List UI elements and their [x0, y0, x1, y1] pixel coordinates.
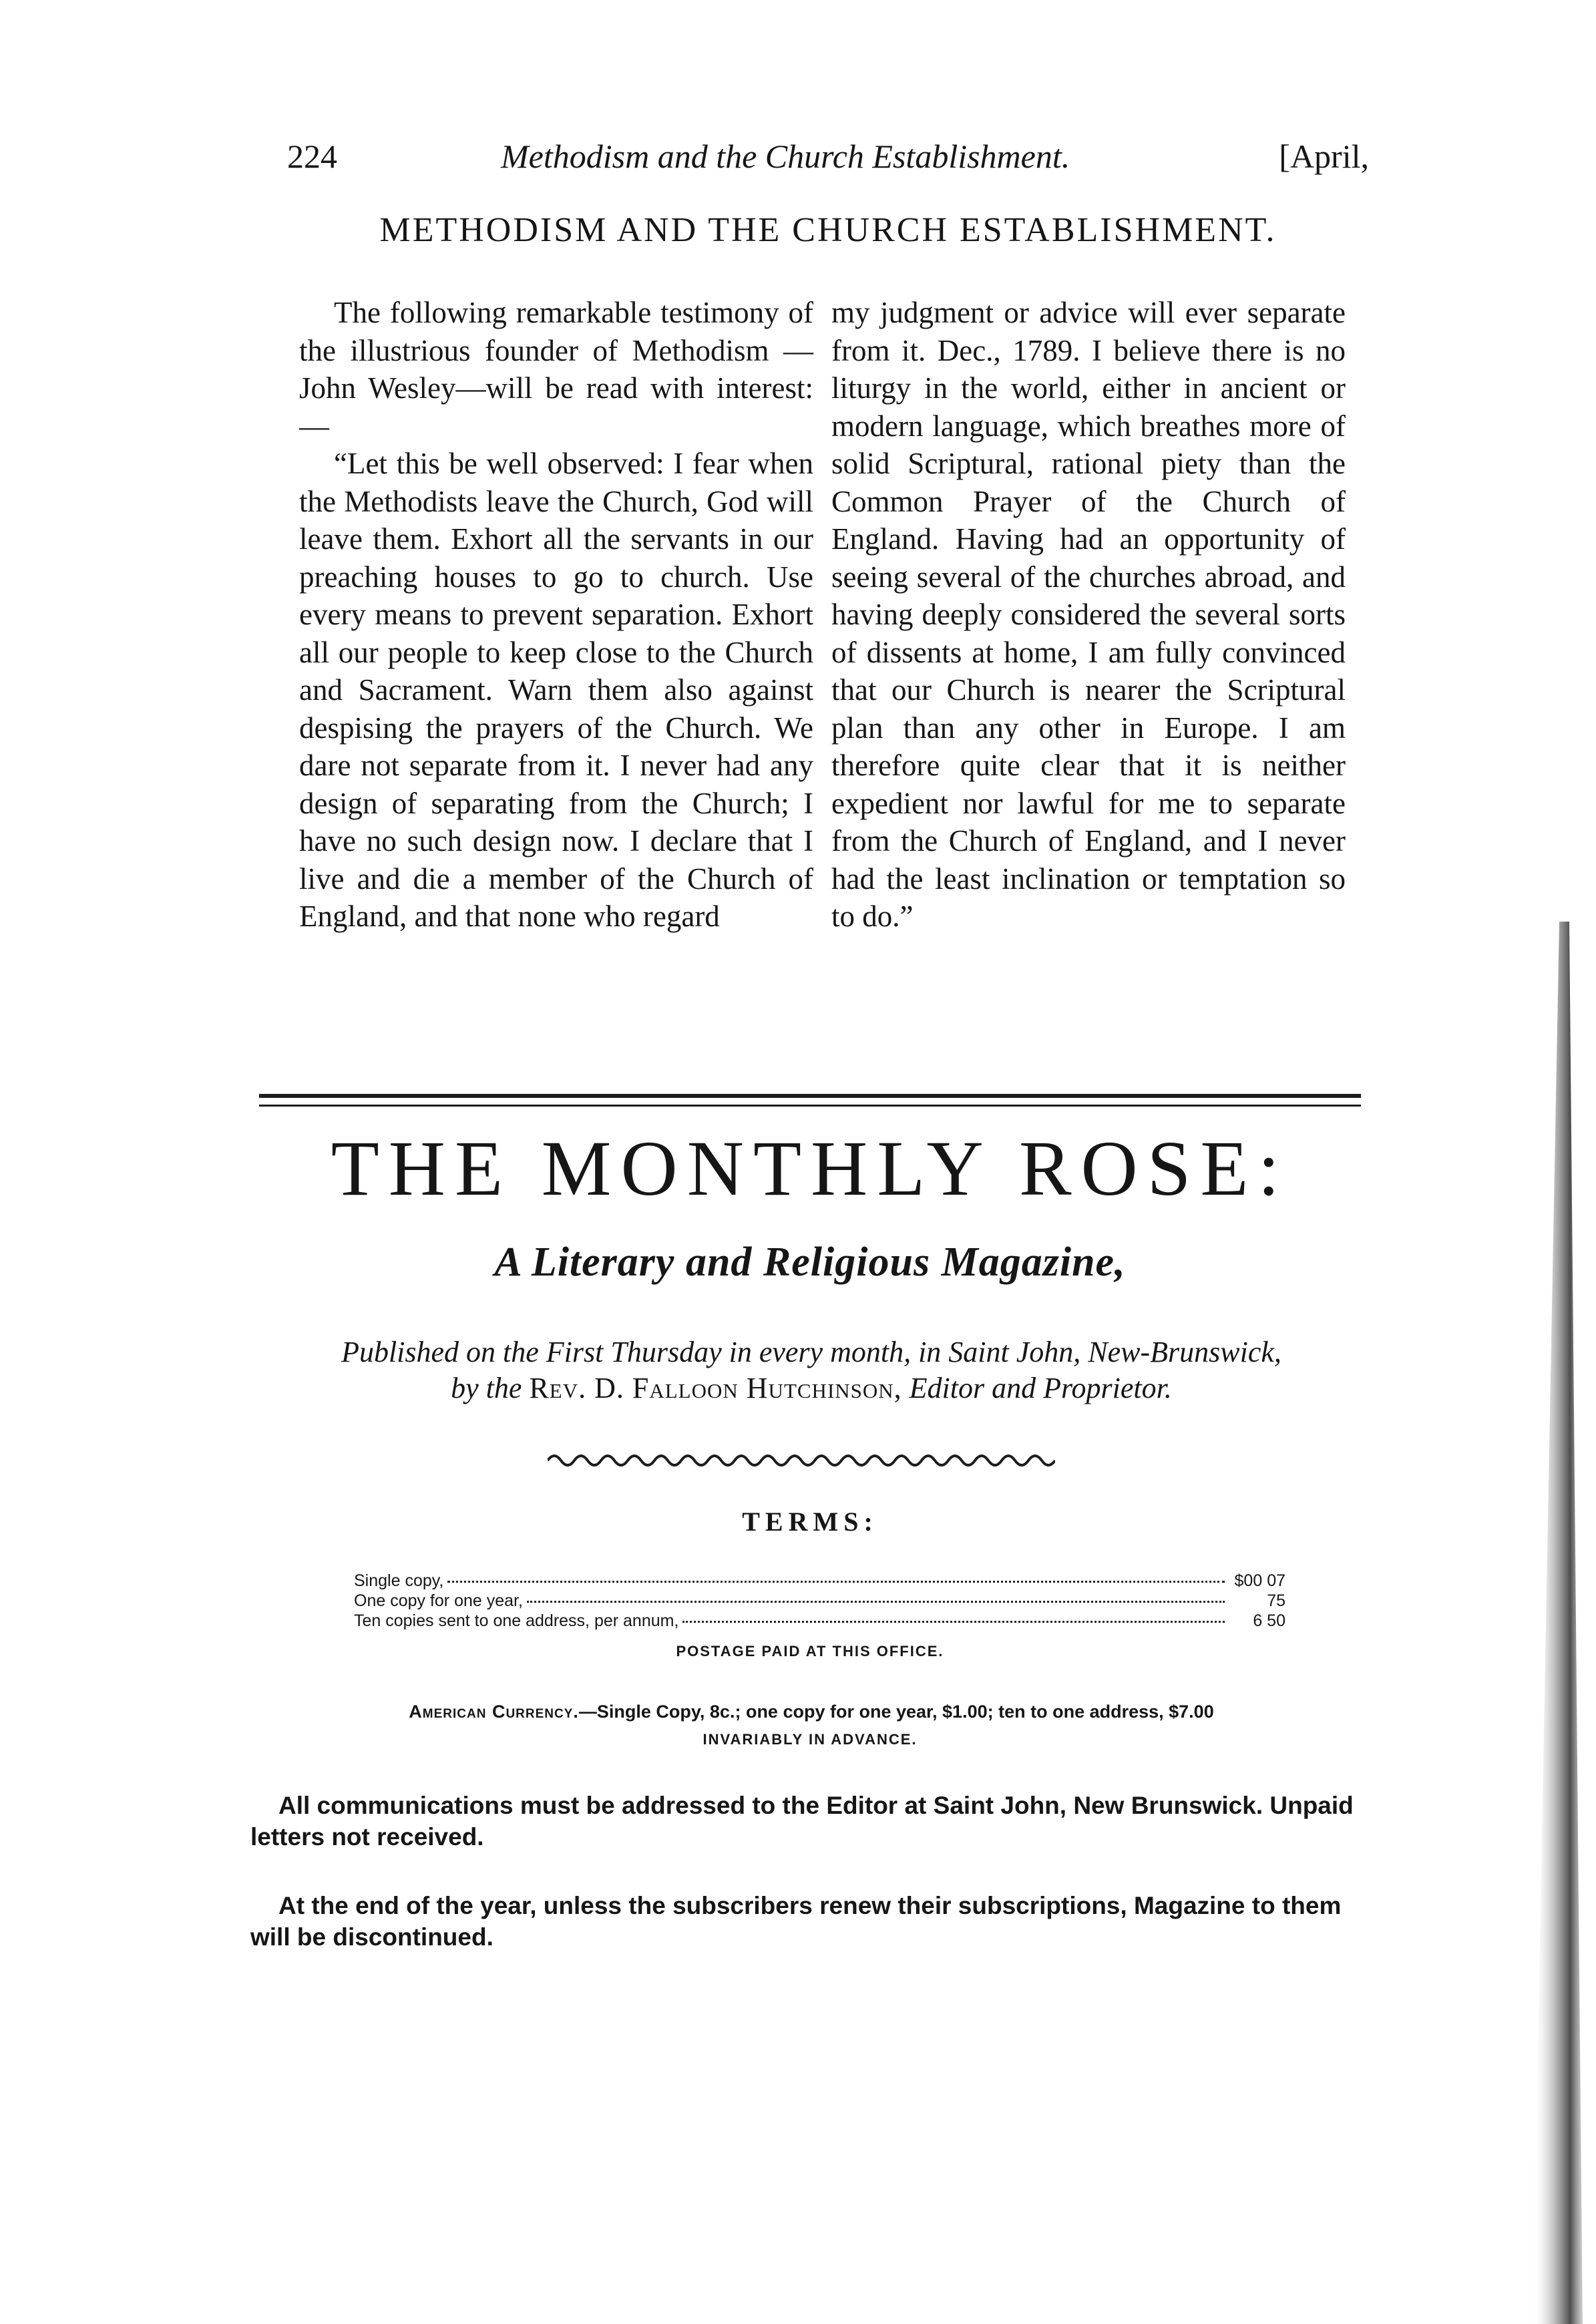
postage-note: POSTAGE PAID AT THIS OFFICE.	[676, 1643, 944, 1660]
renewal-notice: At the end of the year, unless the subscribers renew their subscriptions, Magazine to them will be discontinued.	[250, 1892, 1342, 1951]
article-column-right	[831, 294, 1346, 936]
editor-role: Editor and Proprietor.	[909, 1372, 1172, 1404]
currency-text: —Single Copy, 8c.; one copy for one year, $1.00; ten to one address, $7.00	[578, 1702, 1214, 1722]
editor-name: Rev. D. Falloon Hutchinson,	[529, 1372, 902, 1404]
page-edge-shadow	[1519, 922, 1596, 2324]
leader-dots	[447, 1581, 1225, 1583]
running-title: Methodism and the Church Establishment.	[501, 138, 1070, 175]
divider-rule-thick	[259, 1094, 1361, 1098]
price-label: Ten copies sent to one address, per annum,	[354, 1611, 679, 1630]
editor-prefix: by the	[451, 1372, 522, 1404]
wavy-ornament-divider	[548, 1446, 1055, 1473]
page-number: 224	[287, 138, 337, 175]
publication-info	[254, 1334, 1369, 1406]
price-label: One copy for one year,	[354, 1591, 523, 1610]
magazine-masthead: THE MONTHLY ROSE:	[331, 1125, 1289, 1212]
price-row	[354, 1571, 1285, 1591]
article-title: METHODISM AND THE CHURCH ESTABLISHMENT.	[379, 211, 1277, 249]
price-label: Single copy,	[354, 1571, 444, 1590]
price-value: 6 50	[1253, 1611, 1285, 1630]
publication-editor-line	[254, 1370, 1369, 1406]
magazine-subtitle: A Literary and Religious Magazine,	[494, 1239, 1126, 1285]
article-quote-paragraph: “Let this be well observed: I fear when the Methodists leave the Church, God will leave them. Exhort all the servants in our preaching houses to go to church. Use every means to prevent separation. Exhort all our people to keep close to the Church and Sacrament. Warn them also against despising the prayers of the Church. We dare not separate from it. I never had any design of separating from the Church; I have no such design now. I declare that I live and die a member of the Church of England, and that none who regard	[299, 447, 813, 933]
article-quote-continuation: my judgment or advice will ever separate from it. Dec., 1789. I believe there is no liturgy in the world, either in ancient or modern language, which breathes more of solid Scriptural, rational piety than the Common Prayer of the Church of England. Having had an opportunity of seeing several of the churches abroad, and having deeply considered the several sorts of dissents at home, I am fully convinced that our Church is nearer the Scriptural plan than any other in Europe. I am therefore quite clear that it is neither expedient nor lawful for me to separate from the Church of England, and I never had the least inclination or temptation so to do.”	[831, 296, 1346, 933]
american-currency-line	[274, 1702, 1349, 1722]
communications-notice: All communications must be addressed to the Editor at Saint John, New Brunswick. Unpaid letters not received.	[250, 1792, 1354, 1851]
price-row	[354, 1611, 1285, 1631]
price-table	[354, 1571, 1285, 1631]
divider-rule-thin	[259, 1105, 1361, 1107]
article-intro-paragraph: The following remarkable testimony of the illustrious founder of Methodism — John Wesley—will be read with interest:—	[299, 296, 813, 443]
advance-note: INVARIABLY IN ADVANCE.	[703, 1731, 918, 1748]
price-value: $00 07	[1234, 1571, 1285, 1590]
terms-heading: TERMS:	[742, 1507, 878, 1537]
price-value: 75	[1267, 1591, 1285, 1610]
leader-dots	[682, 1621, 1225, 1623]
publication-schedule: Published on the First Thursday in every month, in Saint John, New-Brunswick,	[341, 1336, 1281, 1368]
article-column-left	[299, 294, 813, 936]
price-row	[354, 1591, 1285, 1611]
running-month: [April,	[1279, 138, 1369, 175]
leader-dots	[527, 1601, 1225, 1603]
running-header	[287, 137, 1369, 190]
currency-label: American Currency.	[409, 1702, 579, 1722]
